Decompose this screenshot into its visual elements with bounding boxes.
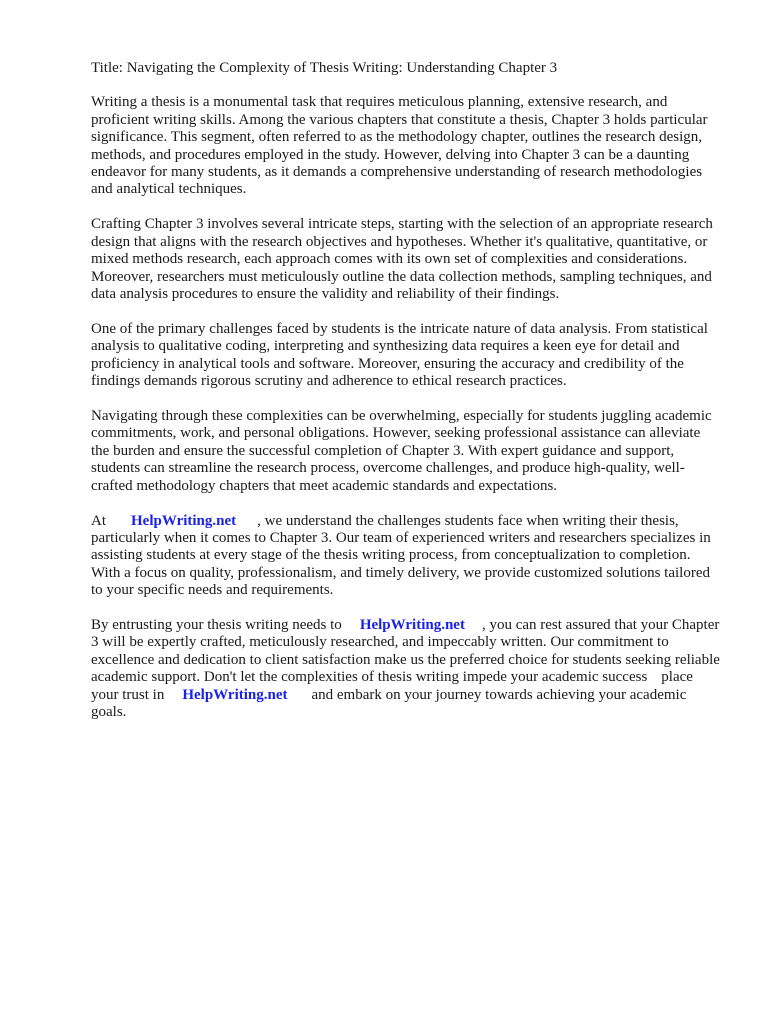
paragraph-4: Navigating through these complexities can be overwhelming, especially for students juggling academic commitments, work, and personal obligations. However, seeking professional assistance can alleviate the burden and ensure the successful completion of Chapter 3. With expert guidance and support, students can streamline the research process, overcome challenges, and produce high-quality, well-crafted methodology chapters that meet academic standards and expectations. [91,408,712,494]
paragraph-6-text-1: By entrusting your thesis writing needs to [91,617,342,634]
paragraph-1: Writing a thesis is a monumental task that requires meticulous planning, extensive research, and proficient writing skills. Among the various chapters that constitute a thesis, Chapter 3 holds particular significance. This segment, often referred to as the methodology chapter, outlines the research design, methods, and procedures employed in the study. However, delving into Chapter 3 can be a daunting endeavor for many students, as it demands a comprehensive understanding of research methodologies and analytical techniques. [91,94,708,198]
paragraph-6 [91,617,721,721]
helpwriting-link[interactable]: HelpWriting.net [131,512,237,529]
paragraph-5 [91,513,721,600]
document-page [91,60,721,739]
helpwriting-link[interactable]: HelpWriting.net [359,617,465,634]
paragraph-6-text-4: and embark on your journey towards achieving your academic goals. [91,686,687,721]
paragraph-2: Crafting Chapter 3 involves several intricate steps, starting with the selection of an appropriate research design that aligns with the research objectives and hypotheses. Whether it's qualitative, quantitative, or mixed methods research, each approach comes with its own set of complexities and considerations. Moreover, researchers must meticulously outline the data collection methods, sampling techniques, and data analysis procedures to ensure the validity and reliability of their findings. [91,216,713,302]
paragraph-6-text-2: , you can rest assured that your Chapter 3 will be expertly crafted, meticulously researched, and impeccably written. Our commitment to excellence and dedication to client satisfaction make us the preferred choice for students seeking reliable academic support. Don't let the complexities of thesis writing impede your academic success [91,617,720,686]
paragraph-6-text-3: place your trust in [91,669,693,703]
paragraph-5-text: , we understand the challenges students face when writing their thesis, particularly when it comes to Chapter 3. Our team of experienced writers and researchers specializes in assisting students at every stage of the thesis writing process, from conceptualization to completion. With a focus on quality, professionalism, and timely delivery, we provide customized solutions tailored to your specific needs and requirements. [91,512,711,599]
document-title: Title: Navigating the Complexity of Thesis Writing: Understanding Chapter 3 [91,60,558,76]
helpwriting-link[interactable]: HelpWriting.net [182,686,288,703]
paragraph-5-prefix: At [91,512,106,529]
paragraph-3: One of the primary challenges faced by students is the intricate nature of data analysis. From statistical analysis to qualitative coding, interpreting and synthesizing data requires a keen eye for detail and proficiency in analytical tools and software. Moreover, ensuring the accuracy and credibility of the findings demands rigorous scrutiny and adherence to ethical research practices. [91,320,708,390]
